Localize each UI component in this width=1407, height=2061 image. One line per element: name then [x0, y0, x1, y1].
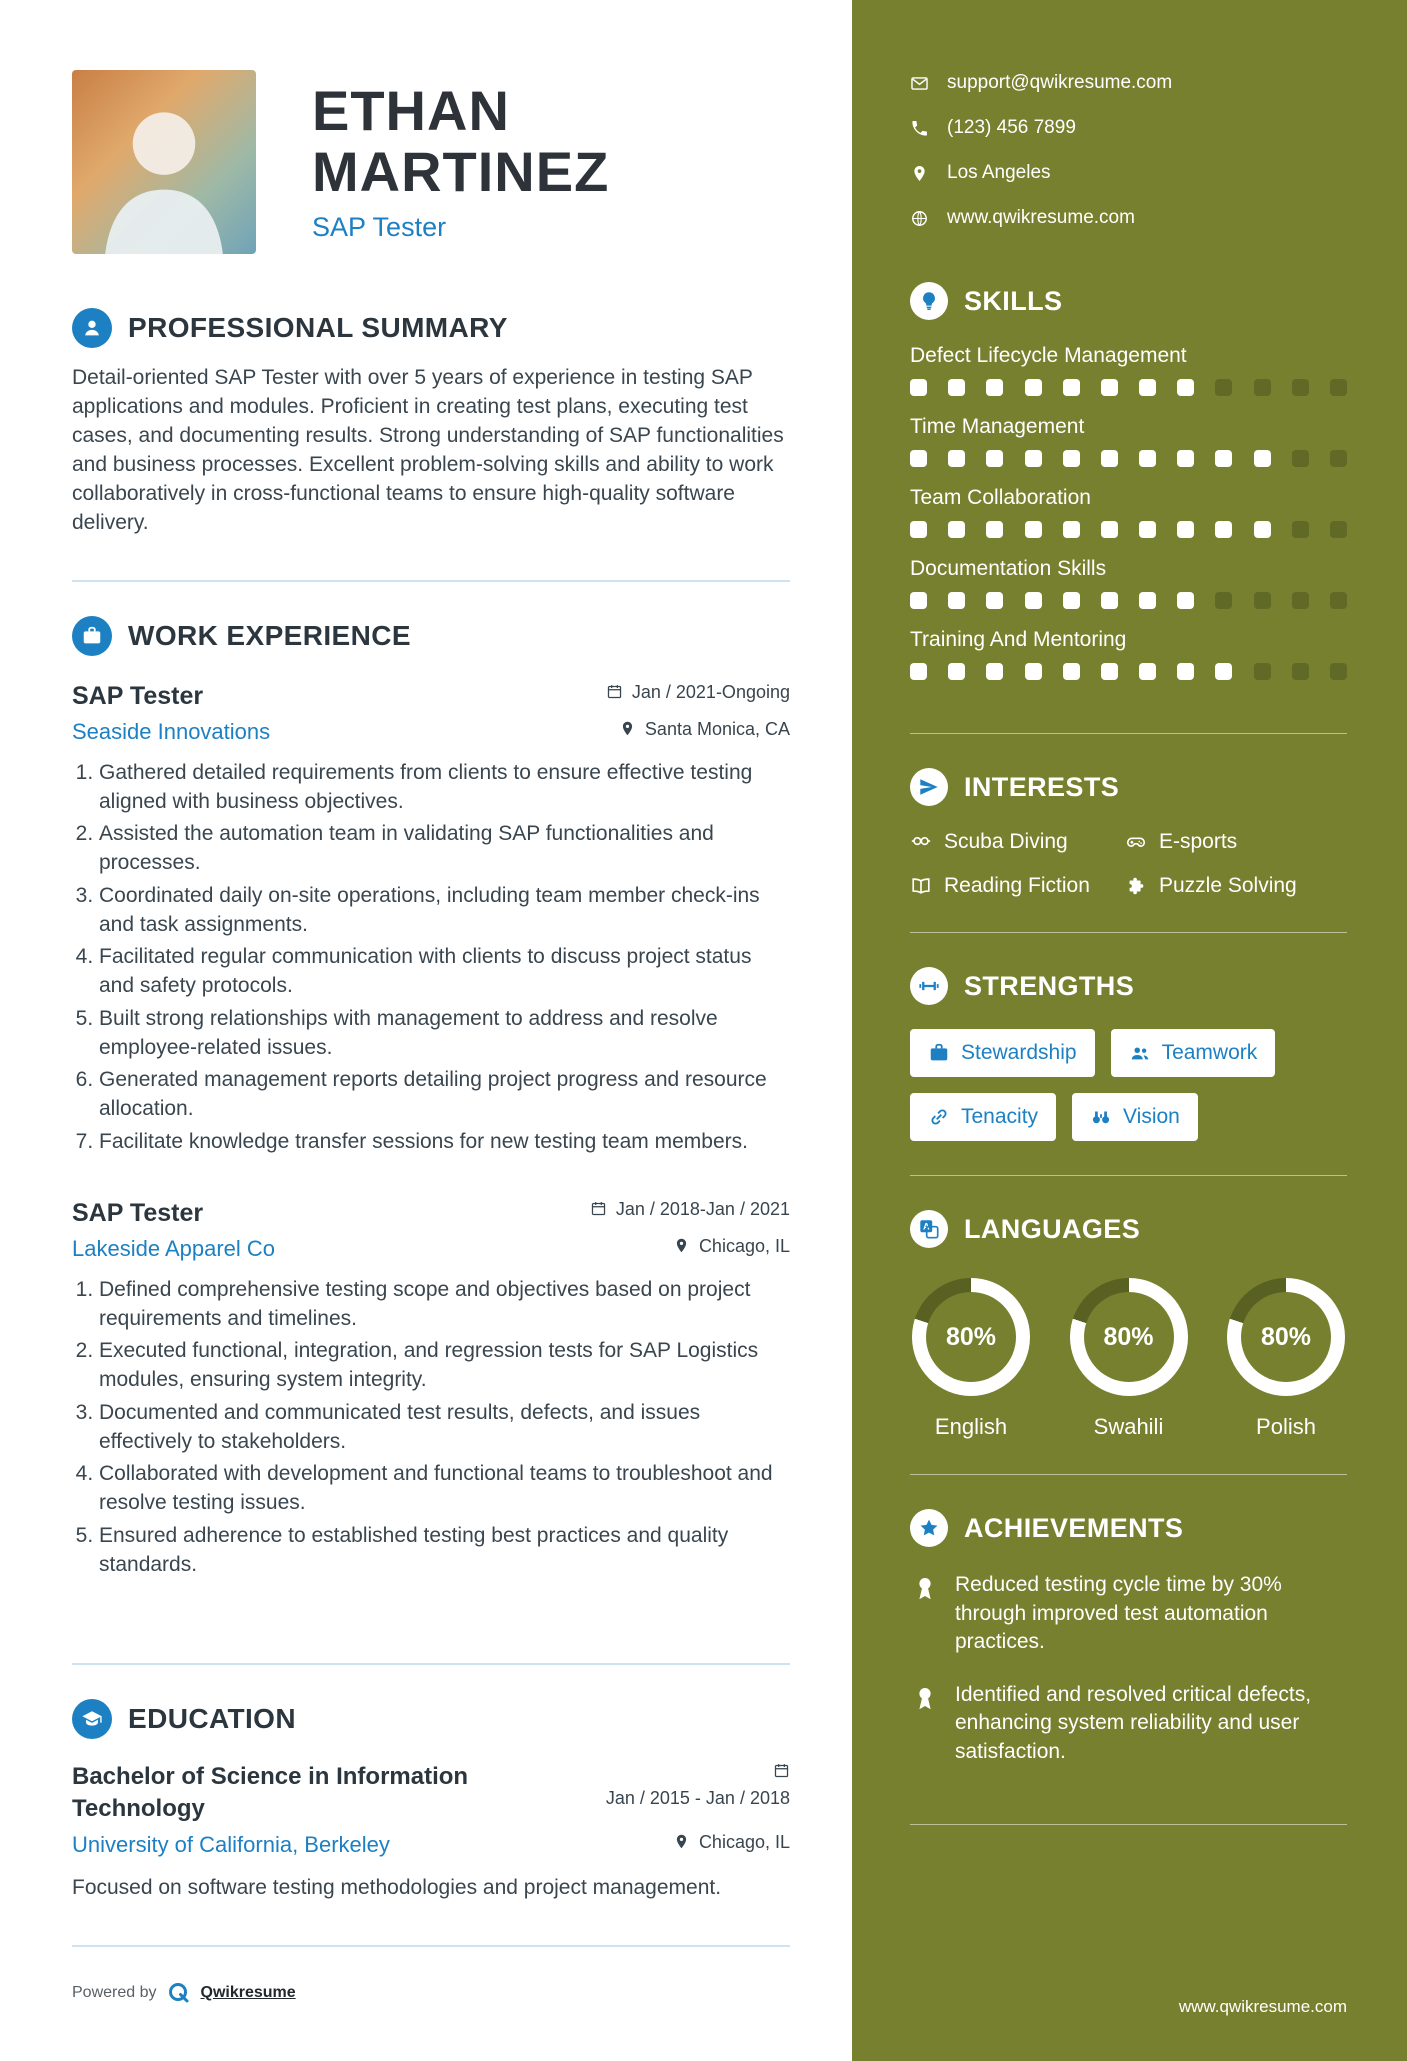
- strength-pill: [1072, 1093, 1198, 1141]
- language-item: [1070, 1278, 1188, 1440]
- skill-dot: [1292, 592, 1309, 609]
- language-progress-ring: [1070, 1278, 1188, 1396]
- contact-website-text: www.qwikresume.com: [947, 207, 1135, 228]
- interests-section: [910, 768, 1347, 898]
- job-dates: [540, 1199, 790, 1220]
- summary-text: Detail-oriented SAP Tester with over 5 years of experience in testing SAP applications and modules. Proficient in creating test plans, executing test cases, and documenting results. Strong understanding of SAP functionalities and business processes. Excellent problem-solving skills and ability to work collaboratively in cross-functional teams to ensure high-quality software delivery.: [72, 366, 784, 534]
- interest-item: [1125, 874, 1347, 898]
- briefcase-icon: [928, 1042, 950, 1064]
- skills-section: [910, 282, 1347, 699]
- skills-heading: SKILLS: [964, 285, 1063, 316]
- work-heading: WORK EXPERIENCE: [128, 619, 411, 651]
- location-pin-icon: [619, 720, 636, 737]
- skill-dot: [1330, 379, 1347, 396]
- strengths-heading: STRENGTHS: [964, 970, 1135, 1001]
- person-title: SAP Tester: [312, 211, 447, 242]
- scuba-goggles-icon: [910, 831, 932, 853]
- skill-dot: [1215, 450, 1232, 467]
- users-icon: [1129, 1042, 1151, 1064]
- education-note: Focused on software testing methodologies and project management.: [72, 1875, 722, 1899]
- education-section: [72, 1699, 790, 1902]
- education-location-text: Chicago, IL: [698, 1831, 790, 1852]
- skill-dot: [910, 450, 927, 467]
- job-bullet: 3. Documented and communicated test results, defects, and issues effectively to stakeholders.: [99, 1399, 790, 1457]
- job-bullet: 3. Coordinated daily on-site operations, including team member check-ins and task assignments.: [99, 882, 790, 940]
- sidebar-divider: [910, 1474, 1347, 1475]
- contact-website[interactable]: [910, 207, 1347, 229]
- skill-dot: [986, 450, 1003, 467]
- skill-dot: [986, 521, 1003, 538]
- summary-section: [72, 308, 790, 538]
- skill-dot: [1101, 592, 1118, 609]
- school-link[interactable]: University of California, Berkeley: [72, 1831, 390, 1857]
- skill-dot: [910, 379, 927, 396]
- sidebar-divider: [910, 1824, 1347, 1825]
- identity-text: [312, 81, 642, 243]
- contact-list: [910, 72, 1347, 252]
- language-item: [912, 1278, 1030, 1440]
- skill-dot: [1025, 663, 1042, 680]
- skill-rating: [910, 379, 1347, 396]
- interest-item: [910, 830, 1125, 854]
- skill-dot: [1101, 521, 1118, 538]
- skill-dot: [986, 663, 1003, 680]
- education-heading: EDUCATION: [128, 1703, 296, 1735]
- languages-section-badge: [910, 1210, 948, 1248]
- strength-pill: [1111, 1029, 1276, 1077]
- skill-dot: [1101, 450, 1118, 467]
- grad-cap-icon: [81, 1708, 103, 1730]
- job-bullet: 2. Executed functional, integration, and regression tests for SAP Logistics modules, ensuring system integrity.: [99, 1337, 790, 1395]
- qwikresume-logo-icon: [167, 1981, 191, 2005]
- skill-dot: [1025, 521, 1042, 538]
- achievements-section: [910, 1509, 1347, 1790]
- language-percent: 80%: [1260, 1322, 1312, 1351]
- achievement-text: Reduced testing cycle time by 30% through improved test automation practices.: [955, 1573, 1282, 1654]
- medal-icon: [910, 1573, 940, 1603]
- skill-label: Documentation Skills: [910, 557, 1107, 580]
- summary-section-badge: [72, 308, 112, 348]
- puzzle-icon: [1125, 875, 1147, 897]
- skill-dot: [1254, 450, 1271, 467]
- strength-pill: [910, 1093, 1056, 1141]
- job-bullet: 5. Built strong relationships with management to address and resolve employee-related issues.: [99, 1005, 790, 1063]
- person-name: ETHAN MARTINEZ: [312, 79, 610, 203]
- job-bullet: 5. Ensured adherence to established testing best practices and quality standards.: [99, 1522, 790, 1580]
- skill-dot: [1139, 663, 1156, 680]
- interest-label: Scuba Diving: [944, 830, 1068, 853]
- skill-dot: [1292, 521, 1309, 538]
- divider: [72, 1663, 790, 1665]
- achievements-heading: ACHIEVEMENTS: [964, 1512, 1184, 1543]
- work-experience-section: [72, 616, 790, 1622]
- skill-dot: [1177, 521, 1194, 538]
- achievement-item: [910, 1571, 1347, 1657]
- skill-dot: [948, 521, 965, 538]
- skill-dot: [1330, 592, 1347, 609]
- language-item: [1227, 1278, 1345, 1440]
- gamepad-icon: [1125, 831, 1147, 853]
- skill-row: [910, 415, 1347, 467]
- language-progress-ring: [912, 1278, 1030, 1396]
- skill-rating: [910, 592, 1347, 609]
- skill-dot: [1254, 592, 1271, 609]
- languages-heading: LANGUAGES: [964, 1213, 1141, 1244]
- job-company-link[interactable]: Lakeside Apparel Co: [72, 1235, 276, 1261]
- calendar-icon: [590, 1200, 607, 1217]
- interests-heading: INTERESTS: [964, 771, 1120, 802]
- strength-label: Stewardship: [961, 1041, 1077, 1064]
- skill-dot: [1063, 450, 1080, 467]
- strengths-section-badge: [910, 967, 948, 1005]
- achievement-text: Identified and resolved critical defects, enhancing system reliability and user satisfaction.: [955, 1682, 1312, 1763]
- skill-dot: [1025, 379, 1042, 396]
- email-icon: [910, 74, 929, 93]
- location-pin-icon: [673, 1237, 690, 1254]
- contact-phone-text: (123) 456 7899: [947, 117, 1076, 138]
- job-dates-text: Jan / 2018-Jan / 2021: [615, 1198, 790, 1219]
- location-pin-icon: [910, 164, 929, 183]
- sidebar-divider: [910, 932, 1347, 933]
- skill-dot: [1025, 450, 1042, 467]
- skill-dot: [1254, 521, 1271, 538]
- interests-section-badge: [910, 768, 948, 806]
- strength-label: Tenacity: [961, 1105, 1039, 1128]
- skill-dot: [1025, 592, 1042, 609]
- skill-dot: [1254, 663, 1271, 680]
- language-percent: 80%: [945, 1322, 997, 1351]
- contact-email[interactable]: [910, 72, 1347, 94]
- skill-rating: [910, 450, 1347, 467]
- language-label: Polish: [1256, 1414, 1316, 1439]
- skills-section-badge: [910, 282, 948, 320]
- left-footer: [72, 1903, 790, 2005]
- skills-list: [910, 344, 1347, 680]
- divider: [72, 580, 790, 582]
- skill-label: Time Management: [910, 415, 1085, 438]
- skill-row: [910, 628, 1347, 680]
- open-book-icon: [910, 875, 932, 897]
- job-bullet: 2. Assisted the automation team in validating SAP functionalities and processes.: [99, 820, 790, 878]
- skill-dot: [1292, 663, 1309, 680]
- qwikresume-url[interactable]: www.qwikresume.com: [1178, 1996, 1347, 2016]
- interest-label: E-sports: [1159, 830, 1238, 853]
- skill-dot: [1215, 521, 1232, 538]
- medal-icon: [910, 1683, 940, 1713]
- job-bullet: 6. Generated management reports detailing project progress and resource allocation.: [99, 1066, 790, 1124]
- education-section-badge: [72, 1699, 112, 1739]
- skill-dot: [1101, 379, 1118, 396]
- interest-item: [1125, 830, 1347, 854]
- skill-label: Team Collaboration: [910, 486, 1091, 509]
- skill-dot: [948, 592, 965, 609]
- translate-icon: [918, 1218, 940, 1240]
- skill-dot: [1063, 379, 1080, 396]
- interest-item: [910, 874, 1125, 898]
- skill-dot: [1177, 379, 1194, 396]
- sidebar-divider: [910, 733, 1347, 734]
- qwikresume-brand-link[interactable]: Qwikresume: [200, 1983, 296, 2001]
- job-location: [540, 719, 790, 740]
- job-title: SAP Tester: [72, 681, 204, 710]
- job-dates-text: Jan / 2021-Ongoing: [631, 681, 790, 702]
- achievements-list: [910, 1571, 1347, 1766]
- contact-location-text: Los Angeles: [947, 162, 1051, 183]
- job-bullet: 4. Collaborated with development and functional teams to troubleshoot and resolve testing issues.: [99, 1460, 790, 1518]
- star-icon: [918, 1517, 940, 1539]
- language-label: Swahili: [1093, 1414, 1164, 1439]
- interest-label: Reading Fiction: [944, 874, 1090, 897]
- skill-dot: [1215, 663, 1232, 680]
- profile-photo: [72, 70, 256, 254]
- contact-email-text: support@qwikresume.com: [947, 72, 1173, 93]
- strengths-section: [910, 967, 1347, 1141]
- contact-location: [910, 162, 1347, 184]
- skill-dot: [1330, 663, 1347, 680]
- skill-dot: [910, 521, 927, 538]
- education-location: [580, 1832, 790, 1853]
- location-pin-icon: [673, 1833, 690, 1850]
- job-entry: [72, 682, 790, 1157]
- paper-plane-icon: [918, 776, 940, 798]
- skill-dot: [948, 663, 965, 680]
- strength-pill: [910, 1029, 1095, 1077]
- skill-dot: [1139, 379, 1156, 396]
- job-location: [540, 1236, 790, 1257]
- sidebar: [852, 0, 1407, 2061]
- person-icon: [81, 317, 103, 339]
- job-bullets: [72, 1276, 790, 1580]
- skill-dot: [1215, 379, 1232, 396]
- divider: [72, 1945, 790, 1947]
- job-company-link[interactable]: Seaside Innovations: [72, 718, 271, 744]
- skill-dot: [1139, 450, 1156, 467]
- lightbulb-icon: [918, 290, 940, 312]
- identity-header: [72, 70, 790, 254]
- skill-row: [910, 486, 1347, 538]
- job-list: [72, 682, 790, 1580]
- skill-dot: [1063, 663, 1080, 680]
- contact-phone[interactable]: [910, 117, 1347, 139]
- degree: Bachelor of Science in Information Technology: [72, 1763, 469, 1822]
- phone-icon: [910, 119, 929, 138]
- skill-dot: [986, 379, 1003, 396]
- dumbbell-icon: [918, 975, 940, 997]
- summary-heading: PROFESSIONAL SUMMARY: [128, 312, 508, 343]
- calendar-icon: [773, 1762, 790, 1779]
- education-dates: [580, 1761, 790, 1809]
- skill-rating: [910, 521, 1347, 538]
- job-location-text: Santa Monica, CA: [644, 718, 790, 739]
- interest-label: Puzzle Solving: [1159, 874, 1297, 897]
- skill-dot: [910, 663, 927, 680]
- job-entry: [72, 1199, 790, 1580]
- skill-dot: [910, 592, 927, 609]
- languages-list: [910, 1272, 1347, 1440]
- briefcase-icon: [81, 625, 103, 647]
- skill-row: [910, 344, 1347, 396]
- language-label: English: [934, 1414, 1008, 1439]
- language-percent: 80%: [1103, 1322, 1154, 1351]
- interests-list: [910, 830, 1347, 898]
- skill-dot: [1330, 450, 1347, 467]
- sidebar-footer: [910, 1997, 1347, 2017]
- skill-dot: [1292, 379, 1309, 396]
- skill-dot: [1177, 450, 1194, 467]
- skill-dot: [1215, 592, 1232, 609]
- skill-dot: [1139, 521, 1156, 538]
- job-dates: [540, 682, 790, 703]
- skill-row: [910, 557, 1347, 609]
- skill-dot: [948, 379, 965, 396]
- job-bullet: 7. Facilitate knowledge transfer sessions for new testing team members.: [99, 1128, 790, 1157]
- svg-text:A: A: [922, 1221, 930, 1232]
- achievement-item: [910, 1681, 1347, 1767]
- globe-icon: [910, 209, 929, 228]
- skill-dot: [1330, 521, 1347, 538]
- language-progress-ring: [1227, 1278, 1345, 1396]
- powered-by-label: Powered by: [72, 1983, 157, 2001]
- job-title: SAP Tester: [72, 1198, 204, 1227]
- work-section-badge: [72, 616, 112, 656]
- skill-label: Defect Lifecycle Management: [910, 344, 1187, 367]
- strength-label: Teamwork: [1161, 1041, 1258, 1064]
- strength-label: Vision: [1123, 1105, 1180, 1128]
- skill-dot: [1101, 663, 1118, 680]
- skill-dot: [1063, 592, 1080, 609]
- job-location-text: Chicago, IL: [698, 1235, 790, 1256]
- skill-dot: [1177, 592, 1194, 609]
- languages-section: [910, 1210, 1347, 1440]
- strengths-list: [910, 1029, 1347, 1141]
- skill-rating: [910, 663, 1347, 680]
- skill-dot: [1177, 663, 1194, 680]
- skill-dot: [1139, 592, 1156, 609]
- calendar-icon: [606, 683, 623, 700]
- education-dates-text: Jan / 2015 - Jan / 2018: [605, 1788, 790, 1809]
- job-bullet: 1. Defined comprehensive testing scope and objectives based on project requirements and timelines.: [99, 1276, 790, 1334]
- skill-dot: [948, 450, 965, 467]
- achievements-section-badge: [910, 1509, 948, 1547]
- skill-dot: [1254, 379, 1271, 396]
- job-bullets: [72, 759, 790, 1157]
- skill-dot: [986, 592, 1003, 609]
- binoculars-icon: [1090, 1106, 1112, 1128]
- skill-dot: [1292, 450, 1309, 467]
- skill-label: Training And Mentoring: [910, 628, 1127, 651]
- chain-link-icon: [928, 1106, 950, 1128]
- skill-dot: [1063, 521, 1080, 538]
- job-bullet: 1. Gathered detailed requirements from clients to ensure effective testing aligned with business objectives.: [99, 759, 790, 817]
- job-bullet: 4. Facilitated regular communication with clients to discuss project status and safety protocols.: [99, 943, 790, 1001]
- sidebar-divider: [910, 1175, 1347, 1176]
